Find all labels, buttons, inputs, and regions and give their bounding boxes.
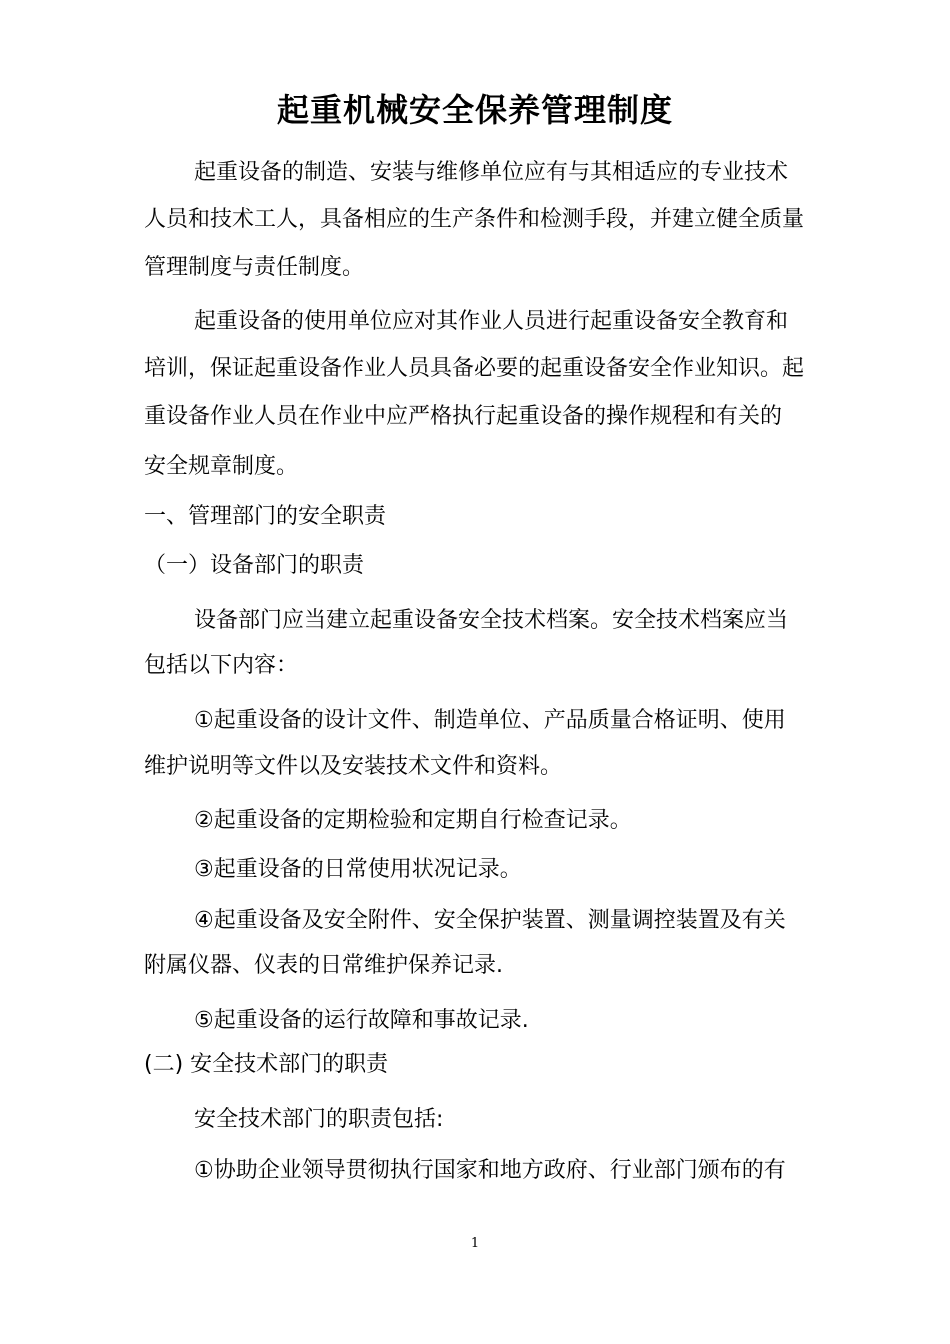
subsection-heading: （一）设备部门的职责 xyxy=(144,553,365,578)
paragraph-line: 安全规章制度。 xyxy=(144,454,299,479)
list-item: ②起重设备的定期检验和定期自行检查记录。 xyxy=(194,808,632,833)
paragraph-line: 起重设备的使用单位应对其作业人员进行起重设备安全教育和 xyxy=(194,309,789,334)
paragraph-line: 人员和技术工人，具备相应的生产条件和检测手段，并建立健全质量 xyxy=(144,207,805,232)
paragraph-line: 包括以下内容： xyxy=(144,653,299,678)
document-title: 起重机械安全保养管理制度 xyxy=(276,91,673,129)
paragraph-line: 培训，保证起重设备作业人员具备必要的起重设备安全作业知识。起 xyxy=(144,356,805,381)
list-item: ④起重设备及安全附件、安全保护装置、测量调控装置及有关 xyxy=(194,908,786,933)
paragraph-line: 管理制度与责任制度。 xyxy=(144,255,365,280)
list-item: ①协助企业领导贯彻执行国家和地方政府、行业部门颁布的有 xyxy=(194,1158,786,1183)
paragraph-line: 设备部门应当建立起重设备安全技术档案。安全技术档案应当 xyxy=(194,608,789,633)
subsection-heading: (二) 安全技术部门的职责 xyxy=(144,1052,389,1077)
list-item-continuation: 维护说明等文件以及安装技术文件和资料。 xyxy=(144,754,563,779)
paragraph-line: 起重设备的制造、安装与维修单位应有与其相适应的专业技术 xyxy=(194,160,789,185)
section-heading: 一、管理部门的安全职责 xyxy=(144,504,387,529)
list-item-continuation: 附属仪器、仪表的日常维护保养记录. xyxy=(144,953,503,978)
list-item: ①起重设备的设计文件、制造单位、产品质量合格证明、使用 xyxy=(194,708,786,733)
paragraph-line: 重设备作业人员在作业中应严格执行起重设备的操作规程和有关的 xyxy=(144,404,783,429)
page-number: 1 xyxy=(470,1236,480,1251)
list-item: ⑤起重设备的运行故障和事故记录. xyxy=(194,1008,529,1033)
paragraph-line: 安全技术部门的职责包括: xyxy=(194,1107,444,1132)
list-item: ③起重设备的日常使用状况记录。 xyxy=(194,857,522,882)
